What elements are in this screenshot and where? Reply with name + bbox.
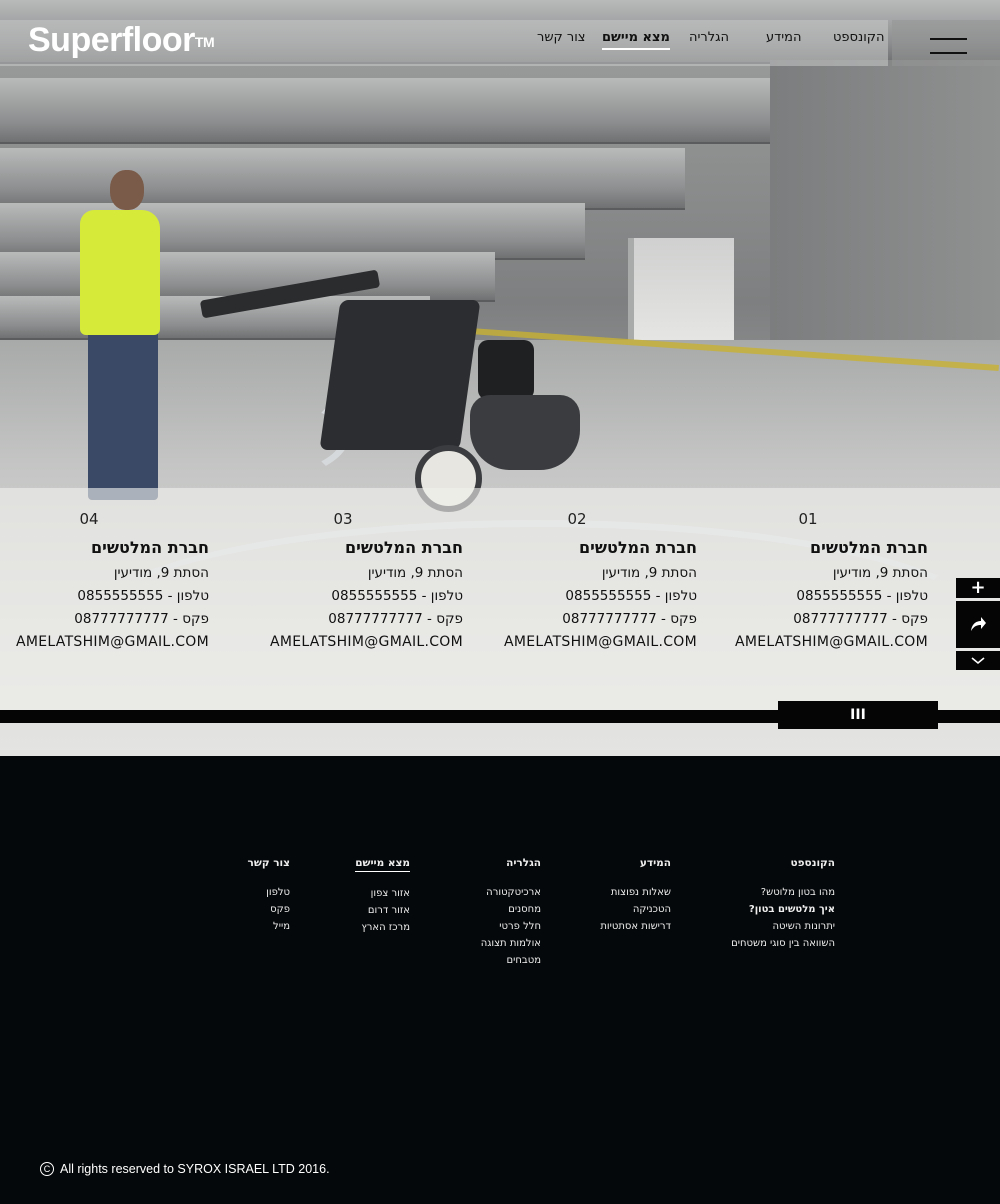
footer-col-find-installer [355,857,410,936]
footer-col-contact [248,857,290,935]
footer-link[interactable]: דרישות אסתטיות [600,921,671,932]
card-fax: פקס - 08777777777 [74,611,209,627]
card-phone: טלפון - 0855555555 [77,588,209,604]
card-phone: טלפון - 0855555555 [565,588,697,604]
installer-card-4[interactable] [0,510,209,654]
footer-col-title[interactable]: המידע [639,857,671,869]
installer-card-3[interactable] [223,510,463,654]
footer-col-title[interactable]: צור קשר [247,857,290,869]
logo[interactable]: Superfloor™ [28,21,215,59]
share-button[interactable] [956,601,1000,648]
card-address: הסתת 9, מודיעין [367,565,463,581]
copyright: C All rights reserved to SYROX ISRAEL LTD 2016. [40,1162,330,1176]
nav-concept[interactable]: הקונספט [833,30,885,45]
installer-card-2[interactable] [457,510,697,654]
machine-head [470,395,580,470]
footer-link[interactable]: טלפון [266,887,290,898]
footer-link[interactable]: איך מלטשים בטון? [748,904,835,915]
card-fax: פקס - 08777777777 [562,611,697,627]
ceiling-beam [0,78,790,144]
worker-head [110,170,144,210]
site-footer [0,756,1000,1204]
card-email[interactable]: AMELATSHIM@GMAIL.COM [734,634,928,650]
installer-card-1[interactable] [688,510,928,654]
card-email[interactable]: AMELATSHIM@GMAIL.COM [15,634,209,650]
card-address: הסתת 9, מודיעין [832,565,928,581]
footer-link[interactable]: מרכז הארץ [361,922,410,933]
share-arrow-icon [969,601,987,648]
card-email[interactable]: AMELATSHIM@GMAIL.COM [503,634,697,650]
nav-find-installer[interactable]: מצא מיישם [602,30,670,50]
footer-col-title[interactable]: הקונספט [790,857,835,869]
worker-legs [88,330,158,500]
hamburger-icon[interactable] [930,38,967,54]
footer-link[interactable]: מטבחים [506,955,541,966]
card-fax: פקס - 08777777777 [793,611,928,627]
footer-link[interactable]: הטכניקה [632,904,671,915]
footer-link[interactable]: השוואה בין סוגי משטחים [731,938,835,949]
plus-icon: + [970,577,986,598]
footer-link[interactable]: פקס [270,904,290,915]
footer-link[interactable]: יתרונות השיטה [772,921,835,932]
card-title: חברת המלטשים [345,538,463,557]
footer-link[interactable]: ארכיטקטורה [486,887,541,898]
ceiling-beam [0,148,685,210]
card-title: חברת המלטשים [810,538,928,557]
footer-col-title[interactable]: הגלריה [506,857,541,869]
footer-col-title[interactable]: מצא מיישם [355,857,410,872]
footer-link[interactable]: מייל [273,921,290,932]
footer-link[interactable]: מהו בטון מלוטש? [760,887,835,898]
card-number: 02 [567,510,587,528]
copyright-icon: C [40,1162,54,1176]
card-phone: טלפון - 0855555555 [331,588,463,604]
nav-gallery[interactable]: הגלריה [689,30,729,45]
nav-info[interactable]: המידע [766,30,802,45]
card-address: הסתת 9, מודיעין [113,565,209,581]
card-number: 04 [79,510,99,528]
plus-button[interactable] [956,578,1000,598]
grinding-machine [319,300,480,450]
footer-link[interactable]: חלל פרטי [499,921,541,932]
footer-col-concept [731,857,835,952]
machine-motor [478,340,534,400]
chevron-down-icon [969,651,987,670]
footer-link[interactable]: אזור צפון [370,888,410,899]
footer-link[interactable]: אולמות תצוגה [480,938,541,949]
scroll-down-button[interactable] [956,651,1000,670]
card-phone: טלפון - 0855555555 [796,588,928,604]
card-number: 03 [333,510,353,528]
worker-vest [80,210,160,335]
footer-col-info [600,857,671,935]
slider-handle[interactable]: III [778,701,938,729]
card-title: חברת המלטשים [579,538,697,557]
footer-link[interactable]: אזור דרום [367,905,410,916]
footer-link[interactable]: מחסנים [508,904,541,915]
card-address: הסתת 9, מודיעין [601,565,697,581]
footer-col-gallery [481,857,541,969]
card-title: חברת המלטשים [91,538,209,557]
nav-contact[interactable]: צור קשר [537,30,586,45]
wall-opening [628,238,734,343]
card-email[interactable]: AMELATSHIM@GMAIL.COM [269,634,463,650]
card-number: 01 [798,510,818,528]
card-fax: פקס - 08777777777 [328,611,463,627]
footer-link[interactable]: שאלות נפוצות [610,887,671,898]
